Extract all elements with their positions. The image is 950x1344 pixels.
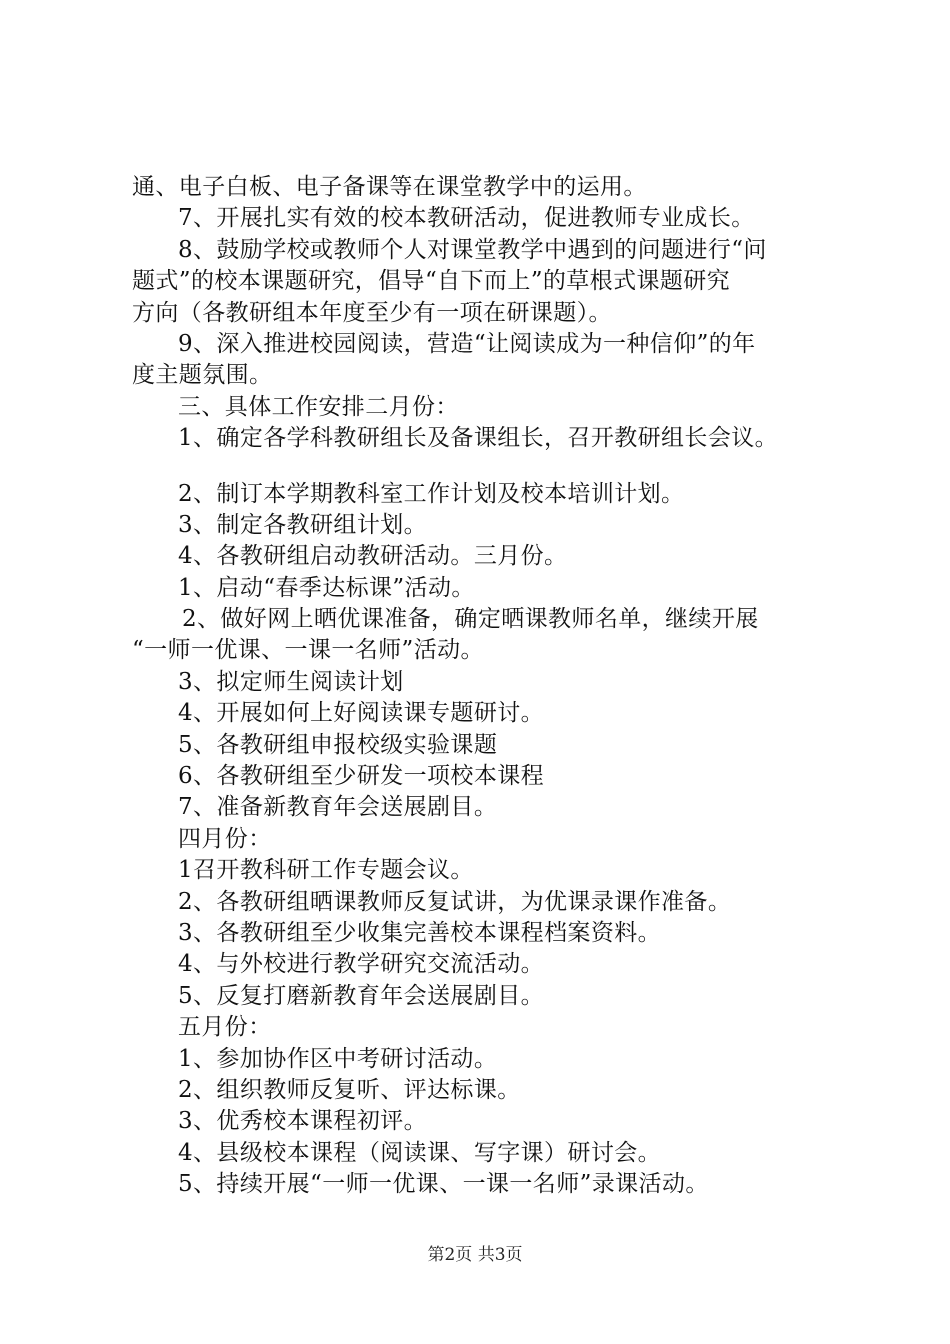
text-line: 4、各教研组启动教研活动。三月份。 — [178, 543, 568, 570]
text-line: 5、持续开展“一师一优课、一课一名师”录课活动。 — [178, 1171, 709, 1198]
text-line: 1、启动“春季达标课”活动。 — [178, 574, 475, 601]
section-heading: 三、具体工作安排二月份： — [178, 393, 459, 420]
text-line: 2、制订本学期教科室工作计划及校本培训计划。 — [178, 480, 685, 507]
text-line: 2、各教研组晒课教师反复试讲，为优课录课作准备。 — [178, 888, 732, 915]
text-line: 1、参加协作区中考研讨活动。 — [178, 1045, 498, 1072]
text-line: 题式”的校本课题研究，倡导“自下而上”的草根式课题研究 — [132, 268, 731, 295]
text-line: 3、各教研组至少收集完善校本课程档案资料。 — [178, 919, 662, 946]
text-line: 1召开教科研工作专题会议。 — [178, 857, 474, 884]
text-line: 7、准备新教育年会送展剧目。 — [178, 794, 498, 821]
text-line: 2、做好网上晒优课准备，确定晒课教师名单，继续开展 — [182, 606, 759, 633]
text-line: 2、组织教师反复听、评达标课。 — [178, 1076, 521, 1103]
text-line: 9、深入推进校园阅读，营造“让阅读成为一种信仰”的年 — [178, 330, 756, 357]
text-line: 4、县级校本课程（阅读课、写字课）研讨会。 — [178, 1139, 662, 1166]
text-line: 1、确定各学科教研组长及备课组长，召开教研组长会议。 — [178, 425, 779, 452]
text-line: 8、鼓励学校或教师个人对课堂教学中遇到的问题进行“问 — [178, 236, 767, 263]
document-body — [132, 172, 832, 1201]
text-line: 7、开展扎实有效的校本教研活动，促进教师专业成长。 — [178, 205, 755, 232]
blank-line — [132, 455, 832, 479]
month-heading: 五月份： — [178, 1014, 272, 1041]
text-line: “一师一优课、一课一名师”活动。 — [132, 637, 484, 664]
month-heading: 四月份： — [178, 825, 272, 852]
page-footer: 第2页 共3页 — [427, 1245, 523, 1265]
text-line: 4、与外校进行教学研究交流活动。 — [178, 951, 545, 978]
text-line: 5、反复打磨新教育年会送展剧目。 — [178, 982, 545, 1009]
text-line: 6、各教研组至少研发一项校本课程 — [178, 763, 545, 790]
text-line: 通、电子白板、电子备课等在课堂教学中的运用。 — [132, 174, 647, 200]
text-line: 方向（各教研组本年度至少有一项在研课题）。 — [132, 299, 612, 326]
text-line: 度主题氛围。 — [132, 362, 273, 389]
text-line: 3、制定各教研组计划。 — [178, 511, 428, 538]
text-line: 4、开展如何上好阅读课专题研讨。 — [178, 700, 545, 727]
text-line: 3、拟定师生阅读计划 — [178, 668, 404, 695]
text-line: 5、各教研组申报校级实验课题 — [178, 731, 498, 758]
text-line: 3、优秀校本课程初评。 — [178, 1108, 428, 1135]
